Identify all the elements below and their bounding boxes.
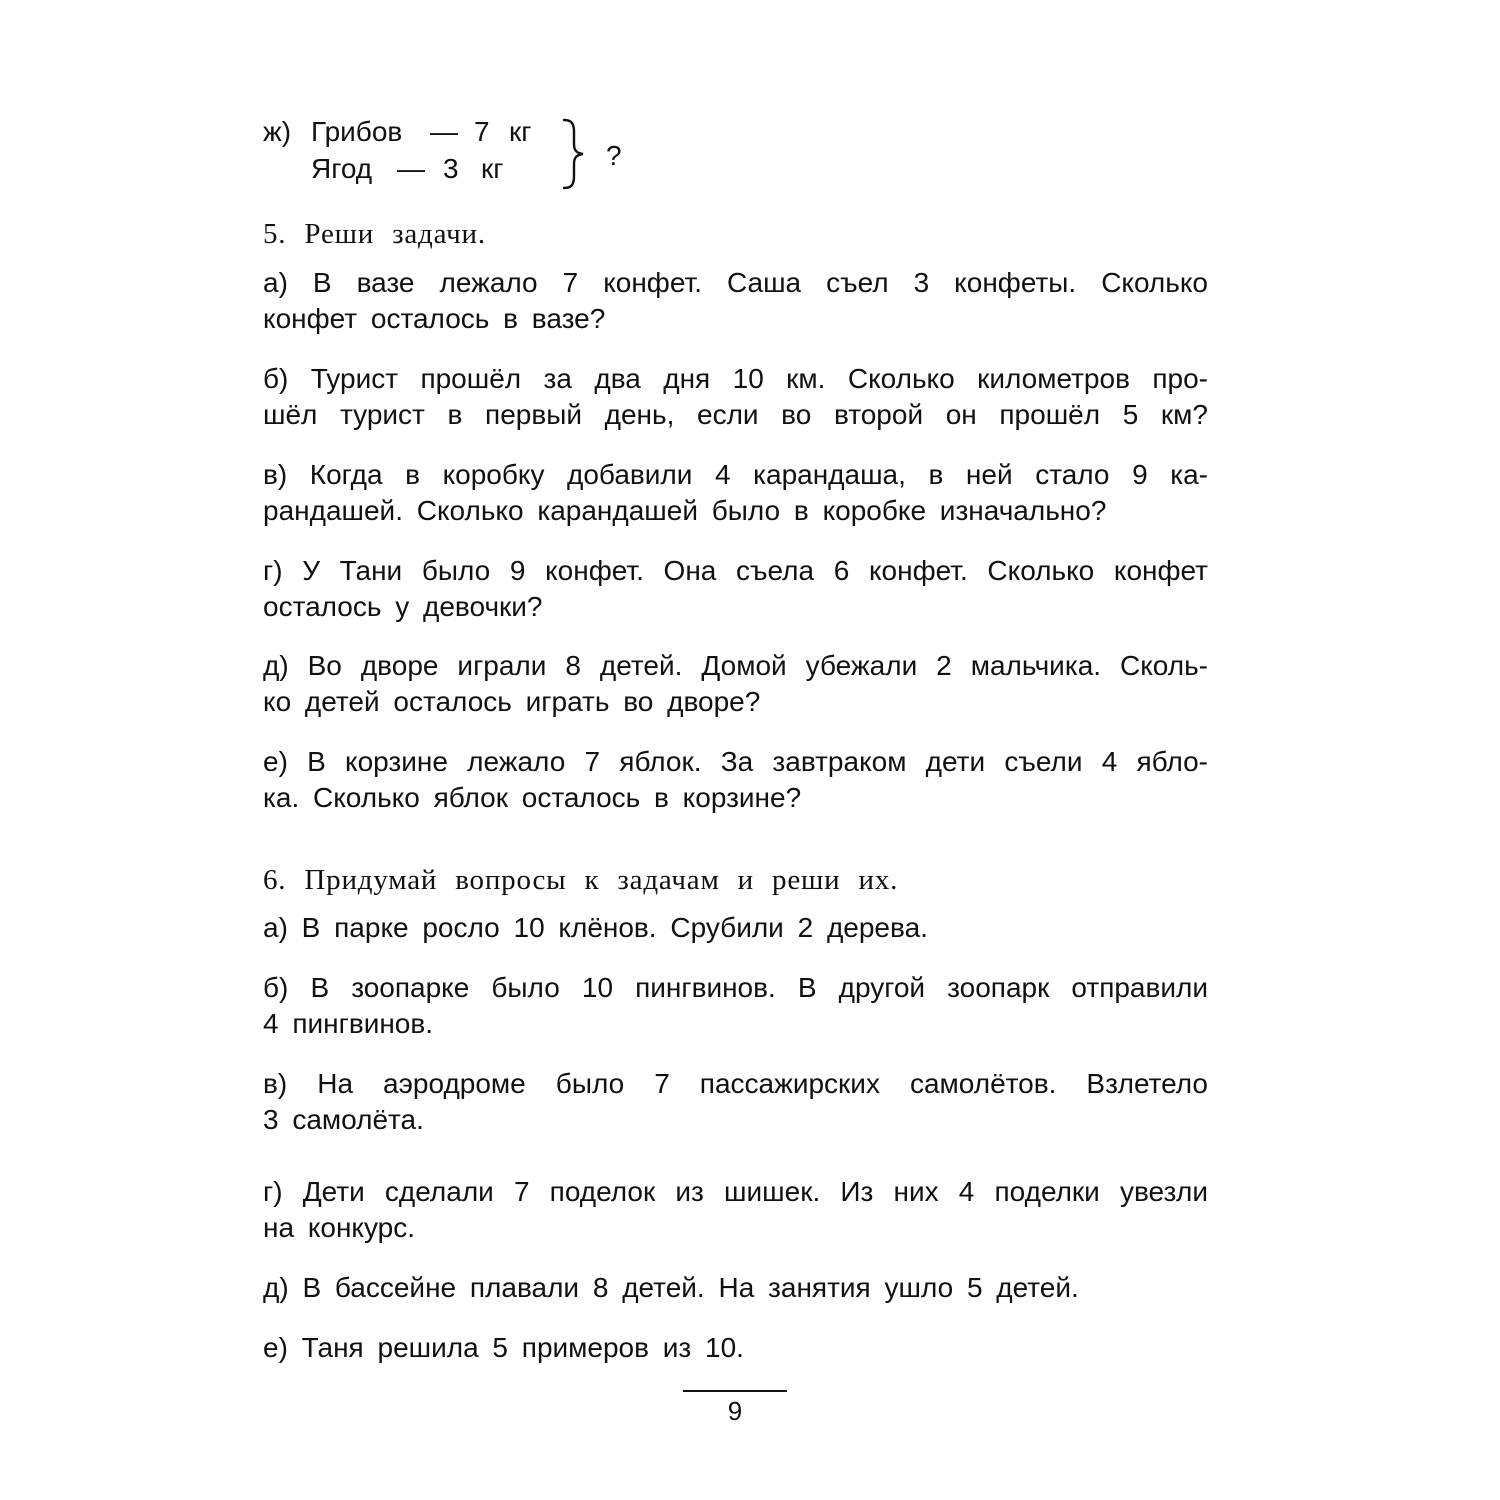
total-question-mark: ? xyxy=(606,140,622,171)
task-6g-line-2: на конкурс. xyxy=(263,1212,416,1243)
mushrooms-item: Грибов xyxy=(311,116,403,147)
task-5g-line-1: г) У Тани было 9 конфет. Она съела 6 конфет. Сколько конфет xyxy=(263,555,1208,586)
page-number: 9 xyxy=(727,1396,743,1426)
task-6-heading: 6. Придумай вопросы к задачам и реши их. xyxy=(263,864,899,896)
task-6b-line-2: 4 пингвинов. xyxy=(263,1008,434,1039)
footer-divider xyxy=(683,1390,787,1392)
mushrooms-value: 7 xyxy=(474,116,490,147)
task-5b-line-1: б) Турист прошёл за два дня 10 км. Сколько километров про- xyxy=(263,363,1208,394)
task-6d-line-1: д) В бассейне плавали 8 детей. На занятия ушло 5 детей. xyxy=(263,1272,1079,1303)
task-6a-line-1: а) В парке росло 10 клёнов. Срубили 2 дерева. xyxy=(263,912,928,943)
mushrooms-dash: — xyxy=(430,116,458,147)
task-5d-line-1: д) Во дворе играли 8 детей. Домой убежали 2 мальчика. Сколь- xyxy=(263,650,1208,681)
curly-brace-icon xyxy=(558,118,588,190)
task-5v-line-1: в) Когда в коробку добавили 4 карандаша, в ней стало 9 ка- xyxy=(263,459,1208,490)
task-5-heading: 5. Реши задачи. xyxy=(263,218,486,250)
task-5a-line-1: а) В вазе лежало 7 конфет. Саша съел 3 конфеты. Сколько xyxy=(263,267,1208,298)
item-zh-label: ж) xyxy=(263,116,292,147)
mushrooms-unit: кг xyxy=(509,116,532,147)
task-6b-line-1: б) В зоопарке было 10 пингвинов. В другой зоопарк отправили xyxy=(263,972,1208,1003)
task-5b-line-2: шёл турист в первый день, если во второй он прошёл 5 км? xyxy=(263,399,1208,430)
task-5e-line-1: е) В корзине лежало 7 яблок. За завтраком дети съели 4 ябло- xyxy=(263,746,1208,777)
berries-dash: — xyxy=(397,153,425,184)
task-6v-line-1: в) На аэродроме было 7 пассажирских самолётов. Взлетело xyxy=(263,1068,1208,1099)
task-5d-line-2: ко детей осталось играть во дворе? xyxy=(263,686,761,717)
berries-item: Ягод xyxy=(311,153,373,184)
berries-value: 3 xyxy=(443,153,459,184)
task-6g-line-1: г) Дети сделали 7 поделок из шишек. Из них 4 поделки увезли xyxy=(263,1176,1208,1207)
task-5a-line-2: конфет осталось в вазе? xyxy=(263,303,606,334)
task-5v-line-2: рандашей. Сколько карандашей было в коробке изначально? xyxy=(263,495,1107,526)
task-6v-line-2: 3 самолёта. xyxy=(263,1104,424,1135)
task-6e-line-1: е) Таня решила 5 примеров из 10. xyxy=(263,1332,744,1363)
berries-unit: кг xyxy=(481,153,504,184)
task-5g-line-2: осталось у девочки? xyxy=(263,591,543,622)
task-5e-line-2: ка. Сколько яблок осталось в корзине? xyxy=(263,782,802,813)
